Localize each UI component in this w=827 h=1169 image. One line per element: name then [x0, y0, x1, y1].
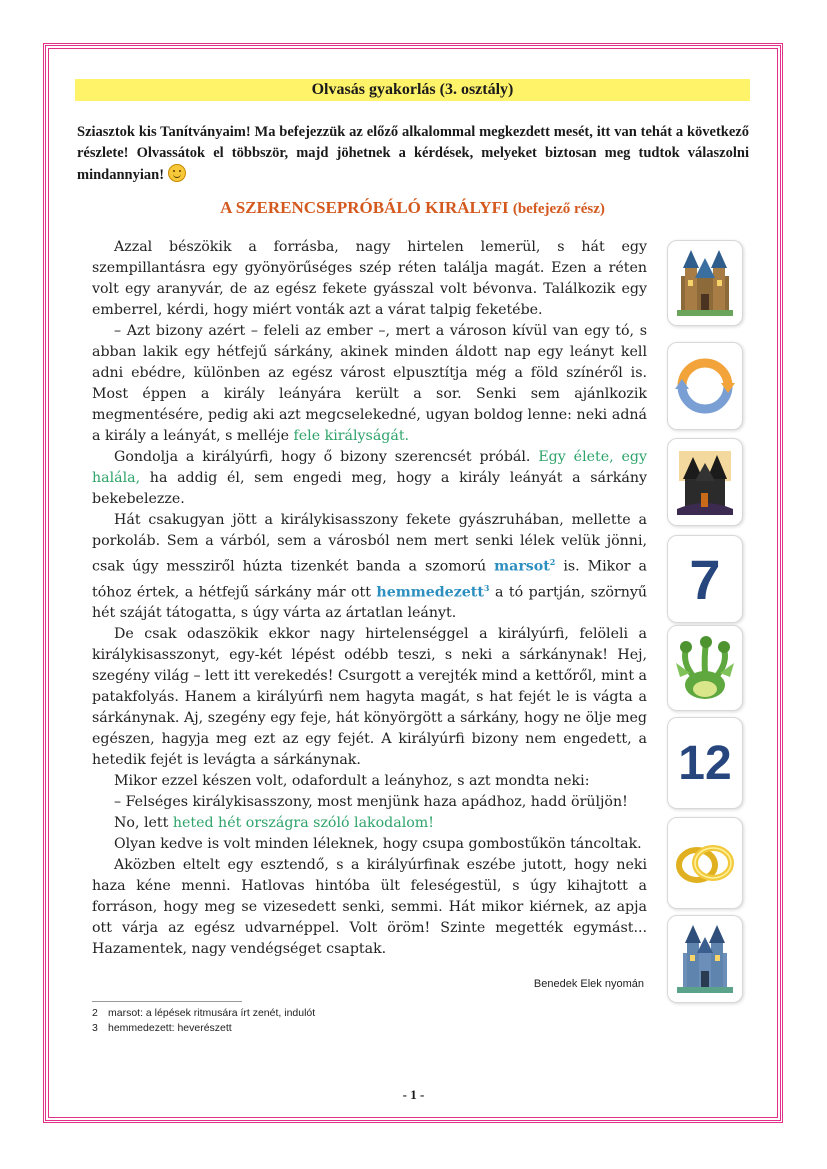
castle-icon: [667, 240, 743, 326]
glossary-word: marsot: [494, 558, 550, 575]
author-credit: Benedek Elek nyomán: [533, 978, 644, 990]
number-seven: 7: [689, 547, 721, 611]
paragraph: Azzal bészökik a forrásba, nagy hirtelen lemerül, s hát egy szempillantásra egy gyönyörűséges szép réten találja magát. Ezen a réten volt egy aranyvár, de az egész fekete gyásszal volt bévonva. Találkozik egy emberrel, kérdi, hogy miért vonták azt a várat talpig feketébe.: [92, 239, 647, 318]
text: No, lett: [114, 815, 173, 832]
dark-castle-icon: [667, 438, 743, 526]
number-twelve: 12: [678, 736, 732, 790]
text: a tó partján, szörnyű hét száját tátogatta, s úgy várta az ártatlan leányt.: [92, 584, 647, 622]
cycle-arrows-icon: [667, 342, 743, 430]
footnote-text: hemmedezett: heverészett: [108, 1022, 232, 1034]
text: is. Mikor a tóhoz értek, a hétfejű sárkány már ott: [92, 558, 647, 601]
story-title-sub: (befejező rész): [512, 201, 605, 217]
glossary-word: hemmedezett: [376, 584, 484, 601]
paragraph: Aközben eltelt egy esztendő, s a királyúrfinak eszébe jutott, hogy neki haza kéne menni. Hatlovas hintóba ült feleségestül, s úgy kihajtott a forráson, hogy meg se vizesedett senki, semmi. Hát mikor kiérnek, az apja ott várja az egész udvarnéppel. Volt öröm! Szinte megették egymást... Hazamentek, nagy vendégséget csaptak.: [92, 857, 647, 958]
paragraph: Mikor ezzel készen volt, odafordult a leányhoz, s azt mondta neki:: [114, 773, 590, 790]
text: ha addig él, sem engedi meg, hogy a király leányát a sárkány bekebelezze.: [92, 470, 647, 507]
number-seven-card: [667, 535, 743, 623]
paragraph: De csak odaszökik ekkor nagy hirtelenséggel a királyúrfi, felöleli a királykisasszonyt, egy-két lépést odébb teszi, s neki a sárkánynak! Hej, szegény világ – lett itt verekedés! Csurgott a verejték mind a kettőről, mint a patakfolyás. Hanem a királyúrfi nem hagyta magát, s hat fejét le is vágta a sárkánynak. Aj, szegény egy feje, hát könyörgött a sárkány, hogy ne ölje meg egészen, hagyja meg ezt az egy fejét. A királyúrfi bizony nem engedett, a hetedik fejét is levágta a sárkánynak.: [92, 626, 647, 769]
footnote: [92, 1006, 315, 1021]
footnote-ref: 2: [549, 557, 556, 567]
highlight-green: fele királyságát.: [293, 428, 410, 444]
highlight-green: heted hét országra szóló lakodalom!: [172, 815, 434, 832]
highlight-green: Egy élete, egy halála,: [92, 449, 647, 486]
intro-text: [77, 122, 749, 186]
story-body: [92, 237, 647, 960]
wedding-rings-icon: [667, 817, 743, 909]
story-title-main: A SZERENCSEPRÓBÁLÓ KIRÁLYFI: [220, 198, 509, 217]
castle-icon: [667, 915, 743, 1003]
footnote-number: 3: [92, 1022, 98, 1034]
footnotes: [92, 1006, 315, 1036]
page-title: Olvasás gyakorlás (3. osztály): [75, 79, 750, 101]
paragraph: [92, 813, 647, 834]
number-twelve-card: [667, 717, 743, 809]
footnote-text: marsot: a lépések ritmusára írt zenét, indulót: [108, 1007, 316, 1019]
paragraph: [92, 447, 647, 510]
text: – Azt bizony azért – feleli az ember –, mert a városon kívül van egy tó, s abban lakik egy hétfejű sárkány, akinek minden áldott nap egy leányt kell adni ebédre, különben az egész várost elpusztítja még a föld színéről is. Most éppen a király leányára került a sor. Senki sem ajánlkozik megmentésére, pedig aki azt megcselekedné, ugyan boldog lenne: neki adná a király a leányát, s melléje: [92, 323, 647, 444]
paragraph: Olyan kedve is volt minden léleknek, hogy csupa gombostűkön táncoltak.: [114, 836, 642, 853]
dragon-icon: [667, 625, 743, 711]
page-number: - 1 -: [402, 1087, 425, 1102]
smiley-icon: [168, 164, 186, 182]
paragraph: – Felséges királykisasszony, most menjünk haza apádhoz, hadd örüljön!: [114, 794, 628, 811]
footnote: [92, 1021, 315, 1036]
text: Gondolja a királyúrfi, hogy ő bizony szerencsét próbál.: [114, 449, 539, 465]
paragraph: [92, 321, 647, 447]
paragraph: [92, 510, 647, 624]
intro-message: Sziasztok kis Tanítványaim! Ma befejezzük az előző alkalommal megkezdett mesét, itt van tehát a következő részlete! Olvassátok el többször, majd jöhetnek a kérdések, melyeket biztosan meg tudtok válaszolni mindannyian!: [77, 124, 749, 183]
footnote-ref: 3: [483, 582, 490, 593]
footnote-divider: [92, 1001, 242, 1002]
story-title: [80, 198, 745, 218]
text: Hát csakugyan jött a királykisasszony fekete gyászruhában, mellette a porkoláb. Sem a várból, sem a városból nem mert senki lélek velük jönni, csak úgy messziről húzta tizenkét banda a szomorú: [92, 512, 647, 575]
footnote-number: 2: [92, 1007, 98, 1019]
